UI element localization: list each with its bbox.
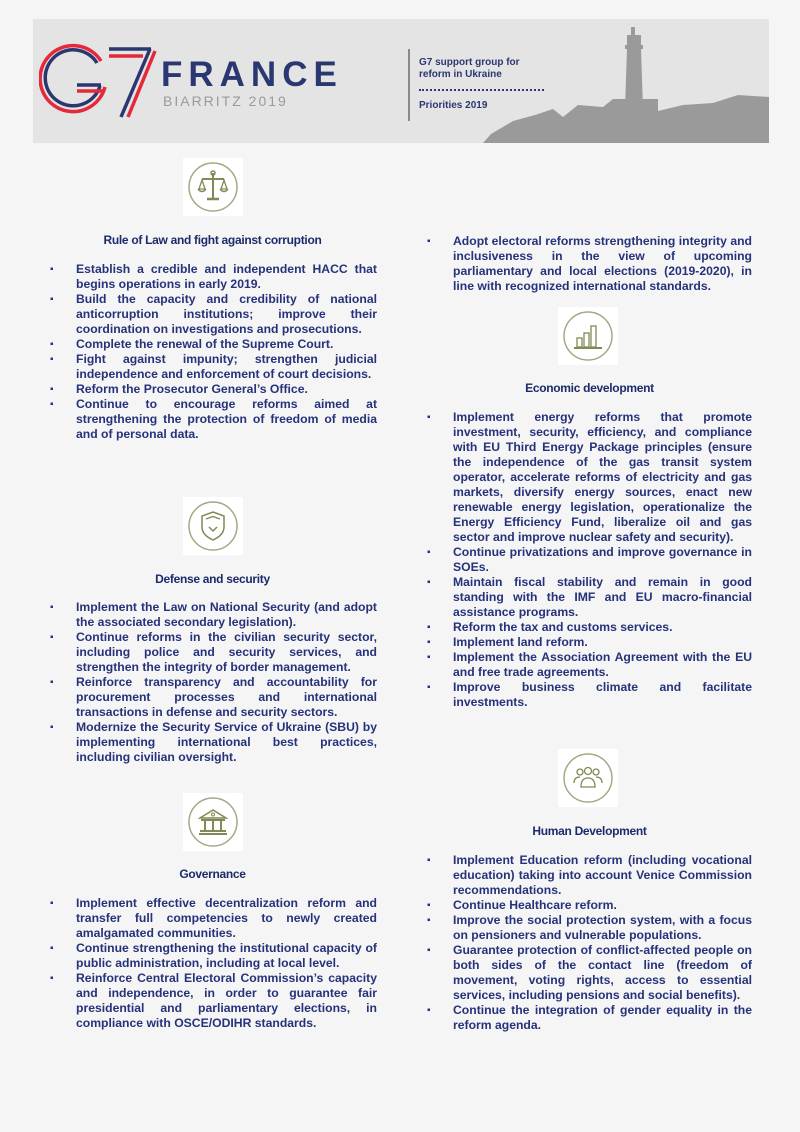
section-title-governance: Governance xyxy=(179,867,246,881)
list-item: ▪ Reform the Prosecutor General’s Office. xyxy=(50,382,377,397)
governance-list xyxy=(50,896,377,1031)
defense-icon-box xyxy=(183,497,243,555)
list-item: ▪ Reform the tax and customs services. xyxy=(427,620,752,635)
scales-icon xyxy=(187,161,239,213)
list-item: ▪ Continue Healthcare reform. xyxy=(427,898,752,913)
list-item: ▪ Implement the Law on National Security (and adopt the associated secondary legislation). xyxy=(50,600,377,630)
list-item: ▪ Fight against impunity; strengthen judicial independence and enforcement of court decisions. xyxy=(50,352,377,382)
bar-chart-icon xyxy=(562,310,614,362)
human-list xyxy=(427,853,752,1033)
section-title-defense: Defense and security xyxy=(155,572,270,586)
people-icon xyxy=(562,752,614,804)
economic-list xyxy=(427,410,752,710)
g7-logo-icon xyxy=(39,39,159,119)
list-item: ▪ Maintain fiscal stability and remain in good standing with the IMF and EU macro-financial assistance programs. xyxy=(427,575,752,620)
list-item: ▪ Continue reforms in the civilian security sector, including police and security services, and strengthen the integrity of border management. xyxy=(50,630,377,675)
list-item: ▪ Improve business climate and facilitate investments. xyxy=(427,680,752,710)
list-item: ▪ Continue privatizations and improve governance in SOEs. xyxy=(427,545,752,575)
list-item: ▪ Guarantee protection of conflict-affected people on both sides of the contact line (freedom of movement, voting rights, access to essential services, including pensions and social benefits). xyxy=(427,943,752,1003)
rule-of-law-icon-box xyxy=(183,158,243,216)
lighthouse-icon xyxy=(483,19,769,143)
list-item: ▪ Implement effective decentralization reform and transfer full competencies to newly created amalgamated communities. xyxy=(50,896,377,941)
shield-icon xyxy=(187,500,239,552)
section-title-rule-of-law: Rule of Law and fight against corruption xyxy=(103,233,322,247)
list-item: ▪ Implement Education reform (including vocational education) taking into account Venice Commission recommendations. xyxy=(427,853,752,898)
list-item: ▪ Implement land reform. xyxy=(427,635,752,650)
section-title-economic: Economic development xyxy=(525,381,654,395)
header-divider xyxy=(408,49,410,121)
governance-list-continued xyxy=(427,234,752,294)
list-item: ▪ Continue strengthening the institutional capacity of public administration, including at local level. xyxy=(50,941,377,971)
header-title: G7 support group for reform in Ukraine xyxy=(419,57,520,80)
brand-title: FRANCE xyxy=(161,55,343,94)
economic-icon-box xyxy=(558,307,618,365)
brand-subtitle: BIARRITZ 2019 xyxy=(163,93,288,109)
list-item: ▪ Reinforce transparency and accountability for procurement processes and international transactions in defense and security sectors. xyxy=(50,675,377,720)
header-banner xyxy=(33,19,769,143)
list-item: ▪ Build the capacity and credibility of national anticorruption institutions; improve their coordination on investigations and prosecutions. xyxy=(50,292,377,337)
building-icon xyxy=(187,796,239,848)
list-item: ▪ Reinforce Central Electoral Commission’s capacity and independence, in order to guarantee fair presidential and parliamentary elections, in compliance with OSCE/ODIHR standards. xyxy=(50,971,377,1031)
section-title-human: Human Development xyxy=(532,824,647,838)
defense-list xyxy=(50,600,377,765)
list-item: ▪ Modernize the Security Service of Ukraine (SBU) by implementing international best practices, including civilian oversight. xyxy=(50,720,377,765)
list-item: ▪ Implement the Association Agreement with the EU and free trade agreements. xyxy=(427,650,752,680)
list-item: ▪ Continue the integration of gender equality in the reform agenda. xyxy=(427,1003,752,1033)
list-item: ▪ Improve the social protection system, with a focus on pensioners and vulnerable populations. xyxy=(427,913,752,943)
rule-of-law-list xyxy=(50,262,377,442)
governance-icon-box xyxy=(183,793,243,851)
human-icon-box xyxy=(558,749,618,807)
header-subtitle: Priorities 2019 xyxy=(419,100,488,111)
list-item: ▪ Complete the renewal of the Supreme Court. xyxy=(50,337,377,352)
list-item: ▪ Implement energy reforms that promote investment, security, efficiency, and compliance with EU Third Energy Package principles (ensure the independence of the gas transit system operator, accelerate reforms of electricity and gas markets, diversify energy sources, enact new renewable energy legislation, operationalize the Energy Efficiency Fund, liberalize oil and gas sector and improve nuclear safety and security). xyxy=(427,410,752,545)
list-item: ▪ Continue to encourage reforms aimed at strengthening the protection of freedom of media and of personal data. xyxy=(50,397,377,442)
list-item: ▪ Establish a credible and independent HACC that begins operations in early 2019. xyxy=(50,262,377,292)
list-item: ▪ Adopt electoral reforms strengthening integrity and inclusiveness in the view of upcoming parliamentary and local elections (2019-2020), in line with recognized international standards. xyxy=(427,234,752,294)
